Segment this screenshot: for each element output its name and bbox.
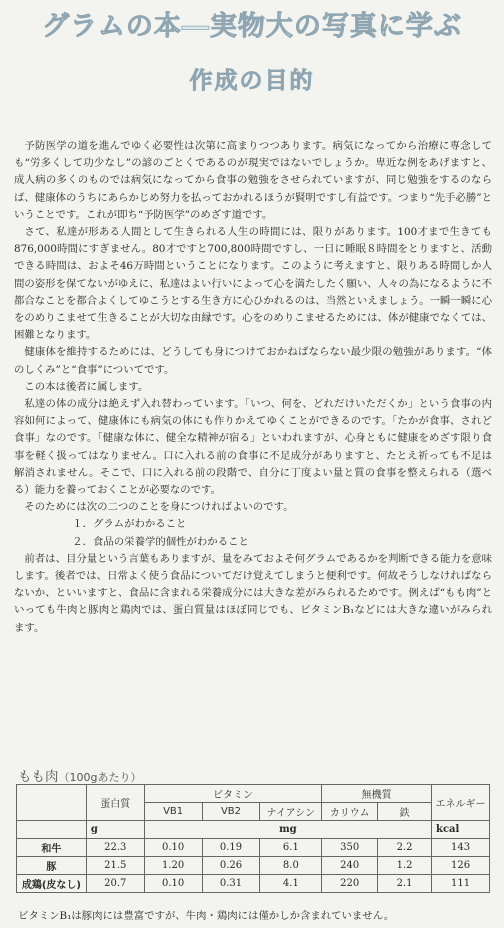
cell-potassium: 350 (322, 839, 378, 857)
header-vb1: VB1 (144, 803, 202, 821)
cell-protein: 20.7 (86, 875, 144, 893)
table-row (17, 875, 490, 893)
cell-vb2: 0.26 (202, 857, 260, 875)
footnote: ビタミンB₁は豚肉には豊富ですが、牛肉・鶏肉には僅かしか含まれていません。 (18, 910, 395, 922)
table-row (17, 857, 490, 875)
cell-vb1: 0.10 (144, 875, 202, 893)
cell-protein: 21.5 (86, 857, 144, 875)
cell-iron: 1.2 (378, 857, 432, 875)
table-row (17, 839, 490, 857)
cell-energy: 143 (432, 839, 490, 857)
cell-niacin: 4.1 (260, 875, 322, 893)
unit-row (17, 821, 490, 839)
cell-niacin: 6.1 (260, 839, 322, 857)
header-vb2: VB2 (202, 803, 260, 821)
page-title: グラムの本―実物大の写真に学ぶ (42, 11, 462, 42)
table-title-text: もも肉 (18, 769, 59, 785)
list-item: １．グラムがわかること (72, 518, 187, 531)
header-iron: 鉄 (378, 803, 432, 821)
header-potassium: カリウム (322, 803, 378, 821)
section-subtitle: 作成の目的 (189, 68, 315, 94)
body-text (14, 138, 492, 637)
unit-g: g (86, 821, 144, 839)
header-mineral: 無機質 (322, 785, 432, 803)
table-title (18, 765, 141, 785)
paragraph: そのためには次の二つのことを身につければよいのです。 (24, 501, 294, 514)
cell-energy: 111 (432, 875, 490, 893)
paragraph: 前者は、目分量という言葉もありますが、量をみておよそ何グラムであるかを判断できる能力を意味します。後者では、日常よく使う食品についてだけ覚えてしまうと便利です。何故そうしなければならないか、といいますと、食品に含まれる栄養成分には大きな差がみられるためです。例えば“もも肉”といっても牛肉と豚肉と鶏肉では、蛋白質量はほぼ同じでも、ビタミンB₁などには大きな違いがみられます。 (14, 552, 492, 634)
row-label: 和牛 (17, 839, 87, 857)
cell-potassium: 240 (322, 857, 378, 875)
row-label: 豚 (17, 857, 87, 875)
table-unit: （100gあたり） (58, 771, 142, 784)
paragraph: 予防医学の道を進んでゆく必要性は次第に高まりつつあります。病気になってから治療に専念しても“労多くして功少なし”の諺のごとくであるのが現実ではないでしょうか。卑近な例をあげますと、成人病の多くのものでは病気になってから食事の勉強をさせられていますが、同じ勉強をするのならば、健康体のうちにあらかじめ努力を払っておかれるほうが賢明ですし有益です。つまり“先手必勝”ということです。これが即ち“予防医学”のめざす道です。 (14, 140, 492, 221)
header-vitamin: ビタミン (144, 785, 322, 803)
row-label: 成鶏(皮なし) (17, 875, 87, 893)
header-energy: エネルギー (432, 785, 490, 821)
list-item: ２．食品の栄養学的個性がわかること (72, 535, 249, 548)
nutrition-table (16, 784, 490, 893)
cell-iron: 2.2 (378, 839, 432, 857)
header-row (17, 785, 490, 803)
corner-cell (17, 785, 87, 821)
cell-vb1: 0.10 (144, 839, 202, 857)
unit-mg: mg (144, 821, 431, 839)
cell-vb2: 0.31 (202, 875, 260, 893)
unit-kcal: kcal (432, 821, 490, 839)
cell-protein: 22.3 (86, 839, 144, 857)
paragraph: 健康体を維持するためには、どうしても身につけておかねばならない最少限の勉強があります。“体のしくみ”と“食事”についてです。 (14, 346, 492, 376)
paragraph: さて、私達が形ある人間として生きられる人生の時間には、限りがあります。100才まで生きても876,000時間にすぎません。80才ですと700,800時間ですし、一日に睡眠８時間をとりますと、活動できる時間は、およそ46万時間ということになります。このように考えますと、限りある時間しか人間の姿形を保てないがゆえに、私達はよい行いによって心を満たしたく願い、人々の為になるように不都合なことを都合よくしてゆこうとする生き方に心ひかれるのは、当然といえましょう。一瞬一瞬に心をのめりこませて生きることが大切な由縁です。心をのめりこませるためには、体が健康でなくては、困難となります。 (14, 226, 492, 342)
cell-energy: 126 (432, 857, 490, 875)
header-protein: 蛋白質 (86, 785, 144, 821)
cell-niacin: 8.0 (260, 857, 322, 875)
cell-iron: 2.1 (378, 875, 432, 893)
cell-vb2: 0.19 (202, 839, 260, 857)
paragraph: 私達の体の成分は絶えず入れ替わっています。「いつ、何を、どれだけいただくか」という食事の内容如何によって、健康体にも病気の体にも作りかえてゆくことができるのです。「たかが食事、されど食事」なのです。「健康な体に、健全な精神が宿る」といわれますが、心身ともに健康をめざす限り食事を軽く扱ってはなりません。口に入れる前の食事に不足成分がありますと、たとえ祈っても不足は解消されません。そこで、口に入れる前の段階で、自分に丁度よい量と質の食事を整えられる（選べる）能力を養っておくことが必要なのです。 (14, 398, 492, 497)
unit-cell-empty (17, 821, 87, 839)
cell-vb1: 1.20 (144, 857, 202, 875)
header-niacin: ナイアシン (260, 803, 322, 821)
paragraph: この本は後者に属します。 (24, 380, 149, 393)
cell-potassium: 220 (322, 875, 378, 893)
